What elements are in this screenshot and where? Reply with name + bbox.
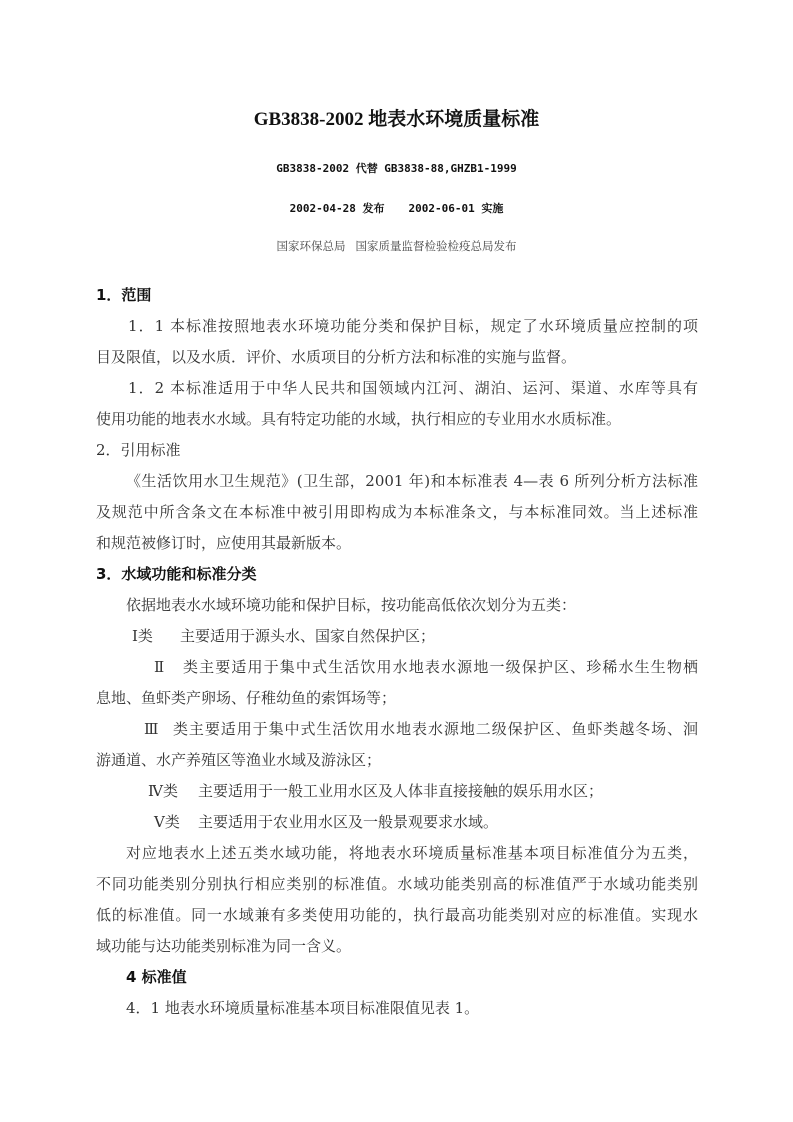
- class-label: Ⅲ类: [144, 720, 188, 738]
- replacement-note: GB3838-2002 代替 GB3838-88,GHZB1-1999: [276, 162, 517, 175]
- class-label: Ⅰ类: [132, 627, 153, 645]
- references-line-3: 和规范被修订时，应使用其最新版本。: [96, 534, 352, 552]
- class-2-line-1: [96, 652, 698, 683]
- clause-1-2-line-1: 1．2 本标准适用于中华人民共和国领域内江河、湖泊、运河、渠道、水库等具有: [128, 379, 698, 397]
- references-line-2: 及规范中所含条文在本标准中被引用即构成为本标准条文，与本标准同效。当上述标准: [96, 503, 698, 521]
- class-label: Ⅳ类: [148, 782, 178, 800]
- standard-values-para-line-4: 域功能与达功能类别标准为同一含义。: [96, 937, 352, 955]
- class-description: 主要适用于农业用水区及一般景观要求水域。: [198, 813, 499, 831]
- section-heading-classification: 3．水域功能和标准分类: [96, 565, 257, 583]
- publisher-line: [0, 238, 793, 254]
- class-3-line-2: 游通道、水产养殖区等渔业水域及游泳区；: [96, 751, 382, 769]
- class-2-line-2: 息地、鱼虾类产卵场、仔稚幼鱼的索饵场等；: [96, 689, 397, 707]
- classification-intro: 依据地表水水域环境功能和保护目标，按功能高低依次划分为五类：: [126, 596, 577, 614]
- references-line-1: 《生活饮用水卫生规范》(卫生部，2001 年)和本标准表 4—表 6 所列分析方法标准: [126, 472, 698, 490]
- effective-date: 2002-06-01 实施: [408, 202, 504, 215]
- publisher-1: 国家环保总局: [276, 239, 346, 253]
- section-heading-scope: 1．范围: [96, 286, 152, 304]
- class-description: 主要适用于源头水、国家自然保护区；: [180, 627, 436, 645]
- class-1-line: [96, 621, 698, 652]
- date-line: [0, 200, 793, 216]
- class-3-line-1: [96, 714, 698, 745]
- section-heading-references: 2．引用标准: [96, 441, 181, 459]
- clause-4-1: 4．1 地表水环境质量标准基本项目标准限值见表 1。: [126, 999, 480, 1017]
- class-5-line: [96, 807, 698, 838]
- clause-1-1-line-2: 目及限值，以及水质．评价、水质项目的分析方法和标准的实施与监督。: [96, 348, 577, 366]
- document-title: GB3838-2002 地表水环境质量标准: [253, 109, 540, 130]
- clause-1-2-line-2: 使用功能的地表水水域。具有特定功能的水域，执行相应的专业用水水质标准。: [96, 410, 622, 428]
- class-description: 主要适用于集中式生活饮用水地表水源地一级保护区、珍稀水生生物栖: [198, 658, 698, 676]
- section-heading-standard-values: 4 标准值: [126, 968, 187, 986]
- class-description: 主要适用于集中式生活饮用水地表水源地二级保护区、鱼虾类越冬场、洄: [188, 720, 698, 738]
- standard-values-para-line-3: 低的标准值。同一水域兼有多类使用功能的，执行最高功能类别对应的标准值。实现水: [96, 906, 698, 924]
- class-label: Ⅴ类: [154, 813, 180, 831]
- class-4-line: [96, 776, 698, 807]
- standard-values-para-line-1: 对应地表水上述五类水域功能，将地表水环境质量标准基本项目标准值分为五类，: [126, 844, 698, 862]
- clause-1-1-line-1: 1．1 本标准按照地表水环境功能分类和保护目标，规定了水环境质量应控制的项: [128, 317, 698, 335]
- document-body: [96, 280, 698, 1024]
- publisher-2: 国家质量监督检验检疫总局发布: [355, 239, 517, 253]
- standard-values-para-line-2: 不同功能类别分别执行相应类别的标准值。水域功能类别高的标准值严于水域功能类别: [96, 875, 698, 893]
- class-label: Ⅱ类: [154, 658, 198, 676]
- issue-date: 2002-04-28 发布: [289, 202, 385, 215]
- class-description: 主要适用于一般工业用水区及人体非直接接触的娱乐用水区；: [198, 782, 604, 800]
